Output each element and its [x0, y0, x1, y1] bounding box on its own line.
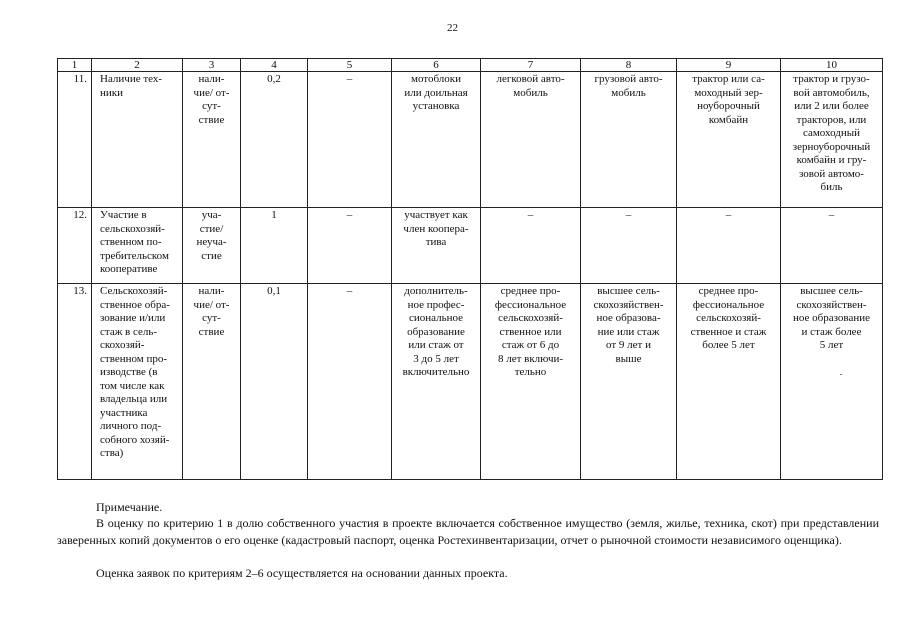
- header-cell: 7: [481, 59, 581, 72]
- header-cell: 1: [58, 59, 92, 72]
- criterion-name: Наличие тех- ники: [92, 72, 183, 208]
- weight-cell: 0,2: [241, 72, 308, 208]
- table-header-row: [58, 59, 883, 72]
- header-cell: 3: [183, 59, 241, 72]
- row-number: 11.: [58, 72, 92, 208]
- page-number: 22: [447, 22, 458, 34]
- score-cell: –: [781, 208, 883, 284]
- weight-cell: 0,1: [241, 284, 308, 480]
- score-cell: –: [308, 208, 392, 284]
- header-cell: 4: [241, 59, 308, 72]
- score-cell: высшее сель- скохозяйствен- ное образование и стаж более 5 лет: [781, 284, 883, 480]
- score-cell: –: [581, 208, 677, 284]
- score-cell: –: [481, 208, 581, 284]
- note-paragraph-1: В оценку по критерию 1 в долю собственного участия в проекте включается собственное имущество (земля, жилье, техника, скот) при представлении заверенных копий документов о его оценке (кадастровый паспорт, оценка Ростехинвентаризации, отчет о рыночной стоимости независимого оценщика).: [57, 516, 879, 547]
- unit-cell: нали- чие/ от- сут- ствие: [183, 72, 241, 208]
- table-row-11: [58, 72, 883, 208]
- criterion-name: Сельскохозяй- ственное обра- зование и/или стаж в сель- скохозяй- ственном про- изводстве (в том числе как владельца или участника личного под- собного хозяй- ства): [92, 284, 183, 480]
- header-cell: 8: [581, 59, 677, 72]
- score-cell: –: [677, 208, 781, 284]
- row-number: 13.: [58, 284, 92, 480]
- table-row-13: [58, 284, 883, 480]
- score-cell: среднее про- фессиональное сельскохозяй- ственное и стаж более 5 лет: [677, 284, 781, 480]
- table-row-12: [58, 208, 883, 284]
- score-cell: трактор и грузо- вой автомобиль, или 2 или более тракторов, или самоходный зерноуборочный комбайн и гру- зовой автомо- биль: [781, 72, 883, 208]
- scan-speck: [840, 374, 842, 375]
- score-cell: высшее сель- скохозяйствен- ное образова- ние или стаж от 9 лет и выше: [581, 284, 677, 480]
- criteria-table: [57, 58, 883, 480]
- header-cell: 9: [677, 59, 781, 72]
- score-cell: участвует как член коопера- тива: [392, 208, 481, 284]
- score-cell: среднее про- фессиональное сельскохозяй- ственное или стаж от 6 до 8 лет включи- тельно: [481, 284, 581, 480]
- unit-cell: уча- стие/ неуча- стие: [183, 208, 241, 284]
- unit-cell: нали- чие/ от- сут- ствие: [183, 284, 241, 480]
- score-cell: трактор или са- моходный зер- ноуборочный комбайн: [677, 72, 781, 208]
- score-cell: легковой авто- мобиль: [481, 72, 581, 208]
- score-cell: –: [308, 284, 392, 480]
- score-cell: –: [308, 72, 392, 208]
- header-cell: 10: [781, 59, 883, 72]
- criterion-name: Участие в сельскохозяй- ственном по- требительском кооперативе: [92, 208, 183, 284]
- header-cell: 2: [92, 59, 183, 72]
- score-cell: мотоблоки или доильная установка: [392, 72, 481, 208]
- note-title: Примечание.: [96, 500, 163, 514]
- note-paragraph-2: Оценка заявок по критериям 2–6 осуществляется на основании данных проекта.: [96, 566, 508, 580]
- row-number: 12.: [58, 208, 92, 284]
- header-cell: 5: [308, 59, 392, 72]
- weight-cell: 1: [241, 208, 308, 284]
- score-cell: грузовой авто- мобиль: [581, 72, 677, 208]
- header-cell: 6: [392, 59, 481, 72]
- score-cell: дополнитель- ное профес- сиональное образование или стаж от 3 до 5 лет включительно: [392, 284, 481, 480]
